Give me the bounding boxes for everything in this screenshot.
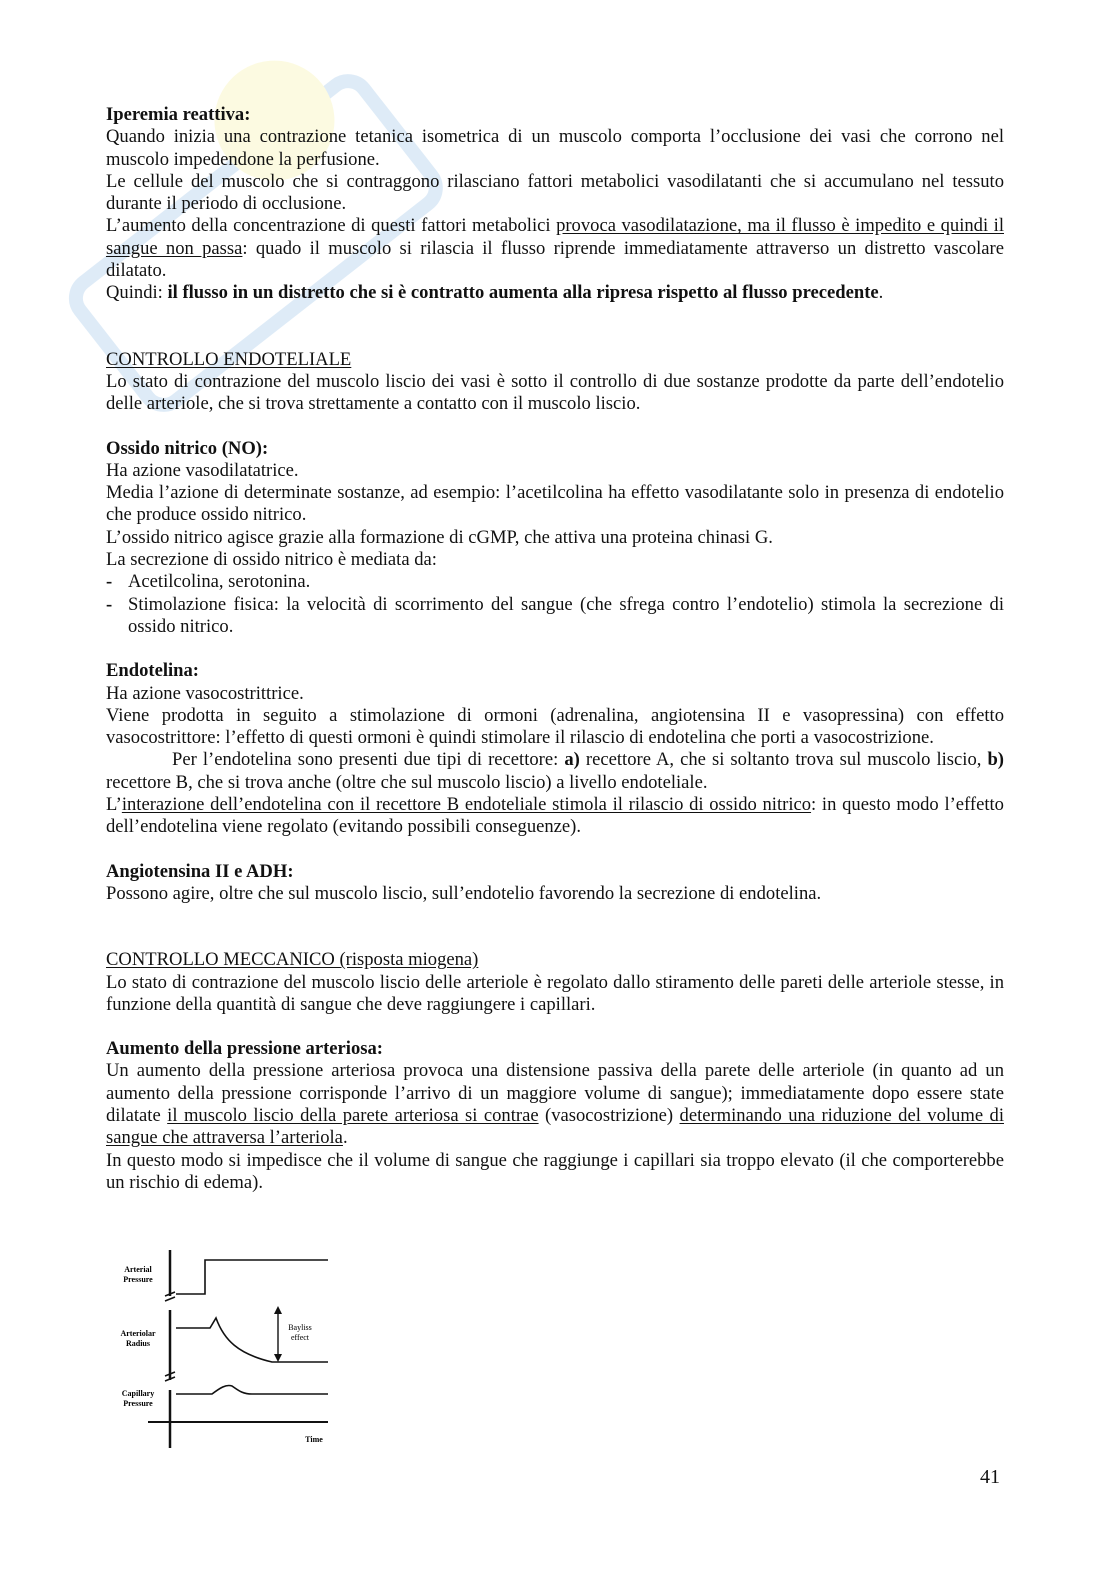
label-capillary-pressure: Pressure: [123, 1399, 153, 1408]
list-item: - Acetilcolina, serotonina.: [106, 571, 1004, 593]
underlined-text: determinando una riduzione del volume di sangue che attraversa l’arteriola: [106, 1104, 1004, 1149]
label-arteriolar: Arteriolar: [120, 1329, 156, 1338]
paragraph: In questo modo si impedisce che il volume di sangue che raggiunge i capillari sia troppo elevato (il che comporterebbe un rischio di edema).: [106, 1149, 1004, 1193]
list-item: - Stimolazione fisica: la velocità di scorrimento del sangue (che sfrega contro l’endotelio) stimola la secrezione di ossido nitrico.: [106, 594, 1004, 639]
underlined-text: il muscolo liscio della parete arteriosa si contrae: [167, 1104, 539, 1126]
label-arterial: Arterial: [124, 1265, 152, 1274]
label-time: Time: [305, 1435, 323, 1444]
section-heading-endoteliale: CONTROLLO ENDOTELIALE: [106, 348, 352, 370]
section-title-no: Ossido nitrico (NO):: [106, 437, 269, 459]
paragraph: Viene prodotta in seguito a stimolazione di ormoni (adrenalina, angiotensina II e vasopressina) con effetto vasocostrittore: l’effetto di questi ormoni è quindi stimolare il rilascio di endotelina che porti a vasocostrizione.: [106, 704, 1004, 749]
section-heading-meccanico: CONTROLLO MECCANICO (risposta miogena): [106, 949, 479, 971]
section-title-endotelina: Endotelina:: [106, 660, 199, 682]
paragraph: La secrezione di ossido nitrico è mediata da:: [106, 549, 437, 571]
underlined-text: interazione dell’endotelina con il recettore B endoteliale stimola il rilascio di ossido nitrico: [121, 794, 812, 816]
paragraph: L’aumento della concentrazione di questi fattori metabolici provoca vasodilatazione, ma il flusso è impedito e quindi il sangue non passa: quado il muscolo si rilascia il flusso riprende immediatamente attraverso un distretto vascolare dilatato.: [106, 215, 1004, 282]
paragraph: L’ossido nitrico agisce grazie alla formazione di cGMP, che attiva una proteina chinasi G.: [106, 526, 773, 548]
paragraph: Lo stato di contrazione del muscolo liscio delle arteriole è regolato dallo stiramento delle pareti delle arteriole stesse, in funzione della quantità di sangue che deve raggiungere i capillari.: [106, 971, 1004, 1015]
label-radius: Radius: [125, 1339, 151, 1348]
paragraph: Quando inizia una contrazione tetanica isometrica di un muscolo comporta l’occlusione dei vasi che corrono nel muscolo impedendone la perfusione.: [106, 126, 1004, 170]
label-effect: effect: [290, 1333, 310, 1342]
label-capillary: Capillary: [121, 1389, 155, 1398]
paragraph: Media l’azione di determinate sostanze, ad esempio: l’acetilcolina ha effetto vasodilatante solo in presenza di endotelio che produce ossido nitrico.: [106, 482, 1004, 526]
paragraph: Ha azione vasocostrittrice.: [106, 682, 304, 704]
paragraph: Un aumento della pressione arteriosa provoca una distensione passiva della parete delle arteriole (in quanto ad un aumento della pressione corrisponde l’arrivo di un maggiore volume di sangue); immediatamente dopo essere state dilatate il muscolo liscio della parete arteriosa si contrae (vasocostrizione) determinando una riduzione del volume di sangue che attraversa l’arteriola.: [106, 1060, 1004, 1149]
label-pressure: Pressure: [123, 1275, 153, 1284]
paragraph: Quindi: il flusso in un distretto che si è contratto aumenta alla ripresa rispetto al flusso precedente.: [106, 282, 884, 304]
paragraph: Lo stato di contrazione del muscolo liscio dei vasi è sotto il controllo di due sostanze prodotte da parte dell’endotelio delle arteriole, che si trova strettamente a contatto con il muscolo liscio.: [106, 370, 1004, 415]
section-title-angiotensina: Angiotensina II e ADH:: [106, 860, 294, 882]
arterial-pressure-trace: [176, 1260, 328, 1294]
paragraph: Le cellule del muscolo che si contraggono rilasciano fattori metabolici vasodilatanti che si accumulano nel tessuto durante il periodo di occlusione.: [106, 170, 1004, 215]
bayliss-figure: [112, 1244, 334, 1454]
bullet-list: [106, 571, 1004, 638]
paragraph: Ha azione vasodilatatrice.: [106, 459, 299, 481]
page-number: 41: [980, 1466, 1000, 1488]
paragraph: Per l’endotelina sono presenti due tipi di recettore: a) recettore A, che si soltanto trova sul muscolo liscio, b) recettore B, che si trova anche (oltre che sul muscolo liscio) a livello endoteliale.: [106, 749, 1005, 793]
section-title-iperemia: Iperemia reattiva:: [106, 104, 251, 125]
underlined-text: provoca vasodilatazione, ma il flusso è impedito e quindi il sangue non passa: [106, 215, 1004, 259]
bayliss-diagram: [112, 1244, 334, 1454]
document-page: [106, 104, 1004, 1194]
section-title-pressione: Aumento della pressione arteriosa:: [106, 1038, 383, 1060]
bold-text: il flusso in un distretto che si è contratto aumenta alla ripresa rispetto al flusso precedente: [167, 282, 879, 304]
paragraph: L’interazione dell’endotelina con il recettore B endoteliale stimola il rilascio di ossido nitrico: in questo modo l’effetto dell’endotelina viene regolato (evitando possibili conseguenze).: [106, 794, 1004, 838]
capillary-pressure-trace: [176, 1385, 328, 1394]
paragraph: Possono agire, oltre che sul muscolo liscio, sull’endotelio favorendo la secrezione di endotelina.: [106, 882, 822, 904]
axis-break: [165, 1292, 175, 1301]
label-bayliss: Bayliss: [288, 1323, 312, 1332]
